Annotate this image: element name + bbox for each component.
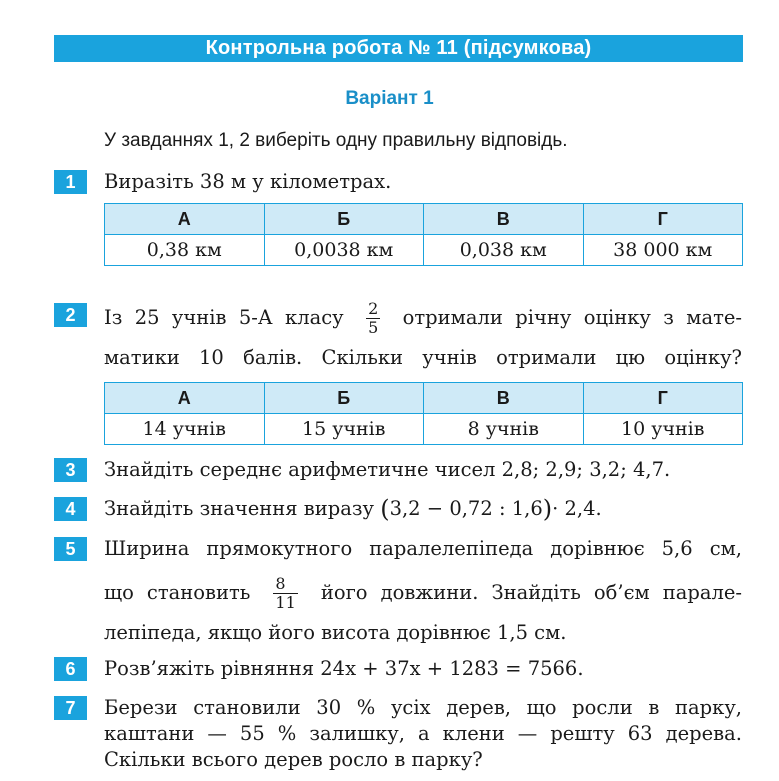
option-g-letter: Г xyxy=(583,204,743,235)
task-number-5: 5 xyxy=(54,537,87,561)
option-v-value: 8 учнів xyxy=(424,414,584,445)
task-7-line-3: Скільки всього дерев росло в парку? xyxy=(104,748,483,771)
task-number-1: 1 xyxy=(54,170,87,194)
task-number-2: 2 xyxy=(54,303,87,327)
task-1-text: Виразіть 38 м у кілометрах. xyxy=(104,170,392,193)
task-6-equation: 24x + 37x + 1283 = 7566. xyxy=(320,657,584,680)
open-paren: ( xyxy=(380,495,390,523)
option-v-letter: В xyxy=(424,204,584,235)
task-2-text-before: Із 25 учнів 5-А класу xyxy=(104,306,344,329)
task-4-expression-tail: · 2,4. xyxy=(552,497,602,520)
task-6-text-before: Розв’яжіть рівняння xyxy=(104,657,315,680)
task-4-expression: 3,2 − 0,72 : 1,6 xyxy=(389,497,543,520)
task-5-line-3: лепіпеда, якщо його висота дорівнює 1,5 см. xyxy=(104,621,567,644)
option-g-letter: Г xyxy=(583,383,743,414)
task-2-line-1 xyxy=(104,300,742,337)
task-6-text xyxy=(104,656,584,682)
option-b-letter: Б xyxy=(264,204,424,235)
fraction-eight-elevenths xyxy=(273,575,297,612)
instruction-text: У завданнях 1, 2 виберіть одну правильну відповідь. xyxy=(104,130,568,151)
fraction-two-fifths xyxy=(366,300,380,337)
task-4-text-before: Знайдіть значення виразу xyxy=(104,497,374,520)
task-number-7: 7 xyxy=(54,696,87,720)
task-5-text-after: його довжини. Знайдіть об’єм парале- xyxy=(320,581,742,604)
option-v-value: 0,038 км xyxy=(424,235,584,266)
task-2-answer-table xyxy=(104,382,743,445)
option-v-letter: В xyxy=(424,383,584,414)
task-2-text-after: отримали річну оцінку з мате- xyxy=(402,306,743,329)
task-5-text-before: що становить xyxy=(104,581,251,604)
fraction-denominator: 11 xyxy=(275,593,296,612)
fraction-denominator: 5 xyxy=(368,318,379,337)
page-title: Контрольна робота № 11 (підсумкова) xyxy=(54,35,743,62)
option-a-letter: А xyxy=(105,383,265,414)
option-a-value: 0,38 км xyxy=(105,235,265,266)
task-7-line-2: каштани — 55 % залишку, а клени — решту 63 дерева. xyxy=(104,722,742,745)
task-7-line-1: Берези становили 30 % усіх дерев, що росли в парку, xyxy=(104,696,742,719)
task-3-text: Знайдіть середнє арифметичне чисел 2,8; 2,9; 3,2; 4,7. xyxy=(104,458,671,481)
option-g-value: 10 учнів xyxy=(583,414,743,445)
task-1-answer-table xyxy=(104,203,743,266)
task-number-4: 4 xyxy=(54,497,87,521)
task-number-6: 6 xyxy=(54,657,87,681)
option-b-value: 0,0038 км xyxy=(264,235,424,266)
variant-heading: Варіант 1 xyxy=(345,88,434,109)
task-number-3: 3 xyxy=(54,458,87,482)
task-5-line-1: Ширина прямокутного паралелепіпеда дорівнює 5,6 см, xyxy=(104,537,742,560)
task-5-line-2 xyxy=(104,575,742,612)
option-b-letter: Б xyxy=(264,383,424,414)
option-a-value: 14 учнів xyxy=(105,414,265,445)
task-2-line-2: матики 10 балів. Скільки учнів отримали цю оцінку? xyxy=(104,346,742,369)
option-b-value: 15 учнів xyxy=(264,414,424,445)
option-a-letter: А xyxy=(105,204,265,235)
task-4-text xyxy=(104,496,602,522)
fraction-numerator: 8 xyxy=(275,574,286,593)
option-g-value: 38 000 км xyxy=(583,235,743,266)
close-paren: ) xyxy=(542,495,553,523)
fraction-numerator: 2 xyxy=(368,299,379,318)
